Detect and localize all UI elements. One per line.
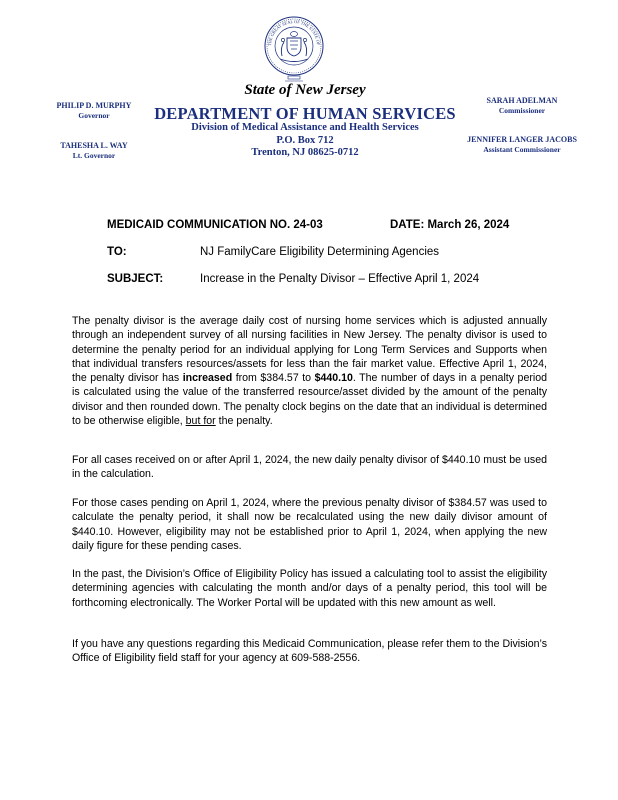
subject-value: Increase in the Penalty Divisor – Effective April 1, 2024 xyxy=(200,273,480,285)
subject-label: SUBJECT: xyxy=(107,273,164,285)
po-box: P.O. Box 712 xyxy=(276,135,334,146)
memo-date: DATE: March 26, 2024 xyxy=(390,219,510,231)
p1-bold-increased: increased xyxy=(182,372,233,385)
city-address: Trenton, NJ 08625-0712 xyxy=(251,147,359,158)
body-paragraph-2: For all cases received on or after April 1, 2024, the new daily penalty divisor of $440.10 must be used in the calculation. xyxy=(72,454,547,481)
p1-text-a: The penalty divisor is the average daily cost of nursing home services which is adjusted annually through an independent survey of all nursing facilities in New Jersey. The penalty divisor is used to determine the penalty period for an individual applying for Long Term Services and Supports when that individual transfers resources/assets for less than the fair market value. Effective April 1, 2024, the penalty divisor has xyxy=(72,315,547,385)
seal-text: THE GREAT SEAL OF THE STATE OF xyxy=(266,18,322,47)
communication-number: MEDICAID COMMUNICATION NO. 24-03 xyxy=(107,219,323,231)
body-paragraph-5: If you have any questions regarding this Medicaid Communication, please refer them to the Division’s Office of Eligibility field staff for your agency at 609-588-2556. xyxy=(72,638,547,665)
division-name: Division of Medical Assistance and Health Services xyxy=(191,122,419,133)
department-name: DEPARTMENT OF HUMAN SERVICES xyxy=(154,104,456,123)
body-paragraph-3: For those cases pending on April 1, 2024, where the previous penalty divisor of $384.57 was used to calculate the penalty period, it shall now be recalculated using the new daily divisor amount of $440.10. However, eligibility may not be established prior to April 1, 2024, when applying the new daily figure for these pending cases. xyxy=(72,497,547,552)
p1-text-b: from $384.57 to xyxy=(232,372,315,385)
lt-governor-title: Lt. Governor xyxy=(72,151,116,160)
p1-bold-amount: $440.10 xyxy=(314,372,353,385)
lt-governor-name: TAHESHA L. WAY xyxy=(60,141,128,150)
lt-governor-block xyxy=(44,141,144,161)
body-paragraph-4: In the past, the Division’s Office of Eligibility Policy has issued a calculating tool to assist the eligibility determining agencies with calculating the month and/or days of a penalty period, this tool will be forthcoming electronically. The Worker Portal will be updated with this new amount as well. xyxy=(72,568,547,609)
to-value: NJ FamilyCare Eligibility Determining Agencies xyxy=(200,246,440,258)
asst-commissioner-name: JENNIFER LANGER JACOBS xyxy=(467,135,577,144)
state-title: State of New Jersey xyxy=(244,82,366,98)
asst-commissioner-block xyxy=(448,135,596,155)
p1-text-d: the penalty. xyxy=(215,415,273,428)
body-paragraph-1 xyxy=(72,314,547,428)
governor-title: Governor xyxy=(78,111,110,120)
commissioner-block xyxy=(462,96,582,116)
asst-commissioner-title: Assistant Commissioner xyxy=(483,145,561,154)
commissioner-name: SARAH ADELMAN xyxy=(486,96,558,105)
to-label: TO: xyxy=(107,246,127,258)
commissioner-title: Commissioner xyxy=(498,106,546,115)
p1-text-c: . The number of days in a penalty period is calculated using the value of the transferred resource/asset divided by the amount of the penalty divisor and then rounded down. The penalty clock begins on the date that an individual is determined to be otherwise eligible, xyxy=(72,372,548,428)
governor-block xyxy=(44,101,144,121)
governor-name: PHILIP D. MURPHY xyxy=(56,101,132,110)
state-seal-icon xyxy=(263,12,325,86)
p1-underline-but-for: but for xyxy=(185,415,216,428)
